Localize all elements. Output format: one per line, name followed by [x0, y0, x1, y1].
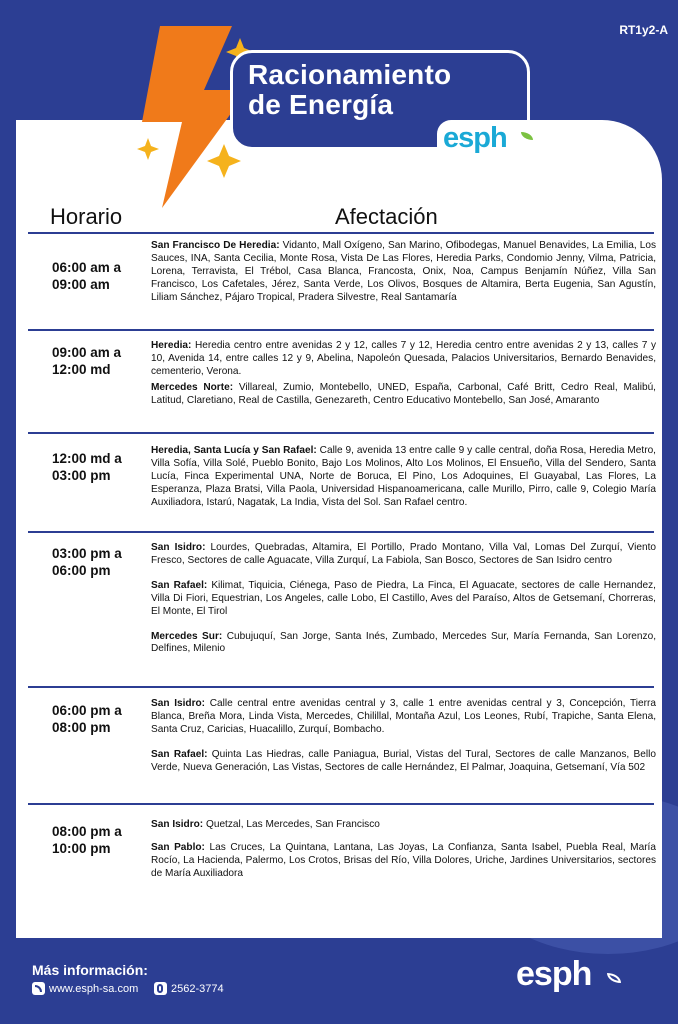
affected-areas-6	[151, 819, 656, 881]
time-range-4	[52, 545, 142, 579]
esph-logo	[437, 120, 541, 162]
area-block	[151, 382, 656, 408]
time-end: 10:00 pm	[52, 841, 111, 856]
area-label: Heredia, Santa Lucía y San Rafael:	[151, 445, 317, 456]
time-start: 12:00 md a	[52, 451, 122, 466]
time-end: 09:00 am	[52, 277, 110, 292]
area-list: Quetzal, Las Mercedes, San Francisco	[203, 819, 380, 830]
area-list: Vidanto, Mall Oxígeno, San Marino, Ofibodegas, Manuel Benavides, La Emilia, Los Sauces, INA, Santa Cecilia, Monte Rosa, Vista De Las Flores, Heredia Parks, Condomio Jenny, Vilma, Patricia, Lorena, Terravista, El Trébol, Casa Blanca, Francosta, Onix, Noa, Campus Benjamín Núñez, Villa San Francisco, Los Cafetales, Jérez, Santa Verde, Los Olivos, Bosques de Altamira, Berta Eugenia, San Agustín, Liliam Sánchez, Pájaro Tropical, Pradera Silvestre, Real Santamaría	[151, 240, 656, 303]
area-label: San Pablo:	[151, 841, 205, 853]
time-start: 09:00 am a	[52, 345, 122, 360]
rss-icon	[32, 982, 45, 995]
area-block	[151, 240, 656, 305]
footer-title: Más información:	[32, 962, 148, 978]
area-list: Calle central entre avenidas central y 3, calle 1 entre avenidas central y 3, Concepción, Tierra Blanca, Breña Mora, Linda Vista, Mercedes, Chilillal, Montaña Azul, Los Leones, Rubí, Trapiche, Santa Elena, Santa Cruz, Caricias, Huacalillo, Zurquí, Bombacho.	[151, 698, 656, 735]
brand-name: esph	[443, 122, 507, 154]
area-list: Cubujuquí, San Jorge, Santa Inés, Zumbado, Mercedes Sur, María Fernanda, San Lorenzo, Delfines, Milenio	[151, 630, 656, 655]
area-label: San Rafael:	[151, 748, 208, 760]
area-label: San Isidro:	[151, 698, 206, 709]
area-label: San Isidro:	[151, 819, 204, 830]
website-contact[interactable]	[32, 982, 138, 995]
area-label: San Francisco De Heredia:	[151, 240, 280, 251]
area-list: Kilimat, Tiquicia, Ciénega, Paso de Piedra, La Finca, El Aguacate, sectores de calle Hernandez, Villa Di Fiori, Equestrian, Los Angeles, calle Lobo, El Castillo, Aves del Paraíso, Altos de Getsemaní, Chorreras, El Monte, El Tirol	[151, 579, 656, 617]
affected-areas-4	[151, 542, 656, 656]
time-start: 06:00 pm a	[52, 703, 122, 718]
area-block	[151, 340, 656, 379]
area-label: San Rafael:	[151, 579, 208, 591]
esph-logo-footer	[516, 955, 591, 994]
divider	[28, 329, 654, 331]
title-line-1: Racionamiento	[248, 59, 452, 90]
area-block	[151, 580, 656, 619]
area-list: Heredia centro entre avenidas 2 y 12, calles 7 y 12, Heredia centro entre avenidas 2 y 13, calles 7 y 10, Avenida 14, entre calles 12 y 9, Abelina, Napoleón Quesada, Palacios Universitarios, Bernardo Benavides, cementerio, Verona.	[151, 340, 656, 377]
area-list: Lourdes, Quebradas, Altamira, El Portillo, Prado Montano, Villa Val, Lomas Del Zurquí, Viento Fresco, Sectores de calle Aguacate, Villa Zurquí, La Fabiola, San Bosco, Sectores de San Isidro centro	[151, 542, 656, 566]
time-range-3	[52, 450, 142, 484]
area-block	[151, 445, 656, 510]
area-block	[151, 698, 656, 737]
time-start: 06:00 am a	[52, 260, 122, 275]
page-title	[248, 60, 451, 120]
area-label: Mercedes Norte:	[151, 381, 234, 393]
area-block	[151, 749, 656, 775]
affected-areas-2	[151, 340, 656, 408]
divider	[28, 686, 654, 688]
area-label: Heredia:	[151, 340, 192, 351]
document-code: RT1y2-A	[619, 23, 668, 37]
title-line-2: de Energía	[248, 89, 394, 120]
time-range-1	[52, 259, 142, 293]
sparkle-icon	[207, 144, 241, 178]
area-list: Quinta Las Hiedras, calle Paniagua, Burial, Vistas del Tural, Sectores de calle Manzanos, Bello Verde, Nueva Generación, Las Vistas, Sectores de calle Hernández, El Palmar, Joaquina, Getsemaní, Vía 502	[151, 748, 656, 773]
area-block	[151, 631, 656, 657]
time-range-2	[52, 344, 142, 378]
time-start: 03:00 pm a	[52, 546, 122, 561]
column-header-afectacion: Afectación	[335, 204, 438, 229]
time-start: 08:00 pm a	[52, 824, 122, 839]
area-label: San Isidro:	[151, 542, 206, 553]
area-list: Villareal, Zumio, Montebello, UNED, España, Carbonal, Café Britt, Cedro Real, Malibú, Latitud, Claretiano, Real de Castilla, Genezareth, Centro Educativo Montebello, San José, Amaranto	[151, 381, 656, 406]
phone-contact[interactable]	[154, 982, 224, 995]
area-block	[151, 542, 656, 568]
time-end: 06:00 pm	[52, 563, 111, 578]
area-list: Calle 9, avenida 13 entre calle 9 y calle central, doña Rosa, Heredia Metro, Villa Sofía, Villa Solé, Pueblo Bonito, Bajo Los Molinos, Alto Los Molinos, El Ensueño, Villa del Sendero, Santa Lucía, Finca Experimental UNA, Norte de Boruca, El Pino, Los Adoquines, El Guayabal, Las Flores, La Esperanza, Plaza Bratsi, Villa Paola, Universidad Hispanoamericana, calle Murillo, Pirro, calle 9, Colegio María Auxiliadora, Istarú, Nagatak, La India, Vista del Sol. San Rafael centro.	[151, 445, 656, 508]
website-link[interactable]: www.esph-sa.com	[49, 982, 139, 995]
area-block	[151, 819, 656, 832]
phone-icon	[154, 982, 167, 995]
divider	[28, 232, 654, 234]
area-block	[151, 842, 656, 881]
affected-areas-3	[151, 445, 656, 510]
leaf-icon	[521, 132, 533, 140]
time-range-5	[52, 702, 142, 736]
time-end: 12:00 md	[52, 362, 111, 377]
column-header-horario: Horario	[50, 204, 123, 229]
area-list: Las Cruces, La Quintana, Lantana, Las Joyas, La Confianza, Santa Isabel, Puebla Real, María Rocío, La Hacienda, Palermo, Los Crotos, Brisas del Río, Villa Dolores, Uriche, Jardines Universitarios, sectores de María Auxiliadora	[151, 841, 656, 879]
time-end: 08:00 pm	[52, 720, 111, 735]
divider	[28, 803, 654, 805]
time-range-6	[52, 823, 142, 857]
affected-areas-1	[151, 240, 656, 305]
brand-name-footer: esph	[516, 955, 592, 993]
phone-number[interactable]: 2562-3774	[171, 982, 224, 995]
divider	[28, 531, 654, 533]
divider	[28, 432, 654, 434]
sparkle-icon	[137, 138, 159, 160]
area-label: Mercedes Sur:	[151, 630, 223, 642]
time-end: 03:00 pm	[52, 468, 111, 483]
affected-areas-5	[151, 698, 656, 775]
